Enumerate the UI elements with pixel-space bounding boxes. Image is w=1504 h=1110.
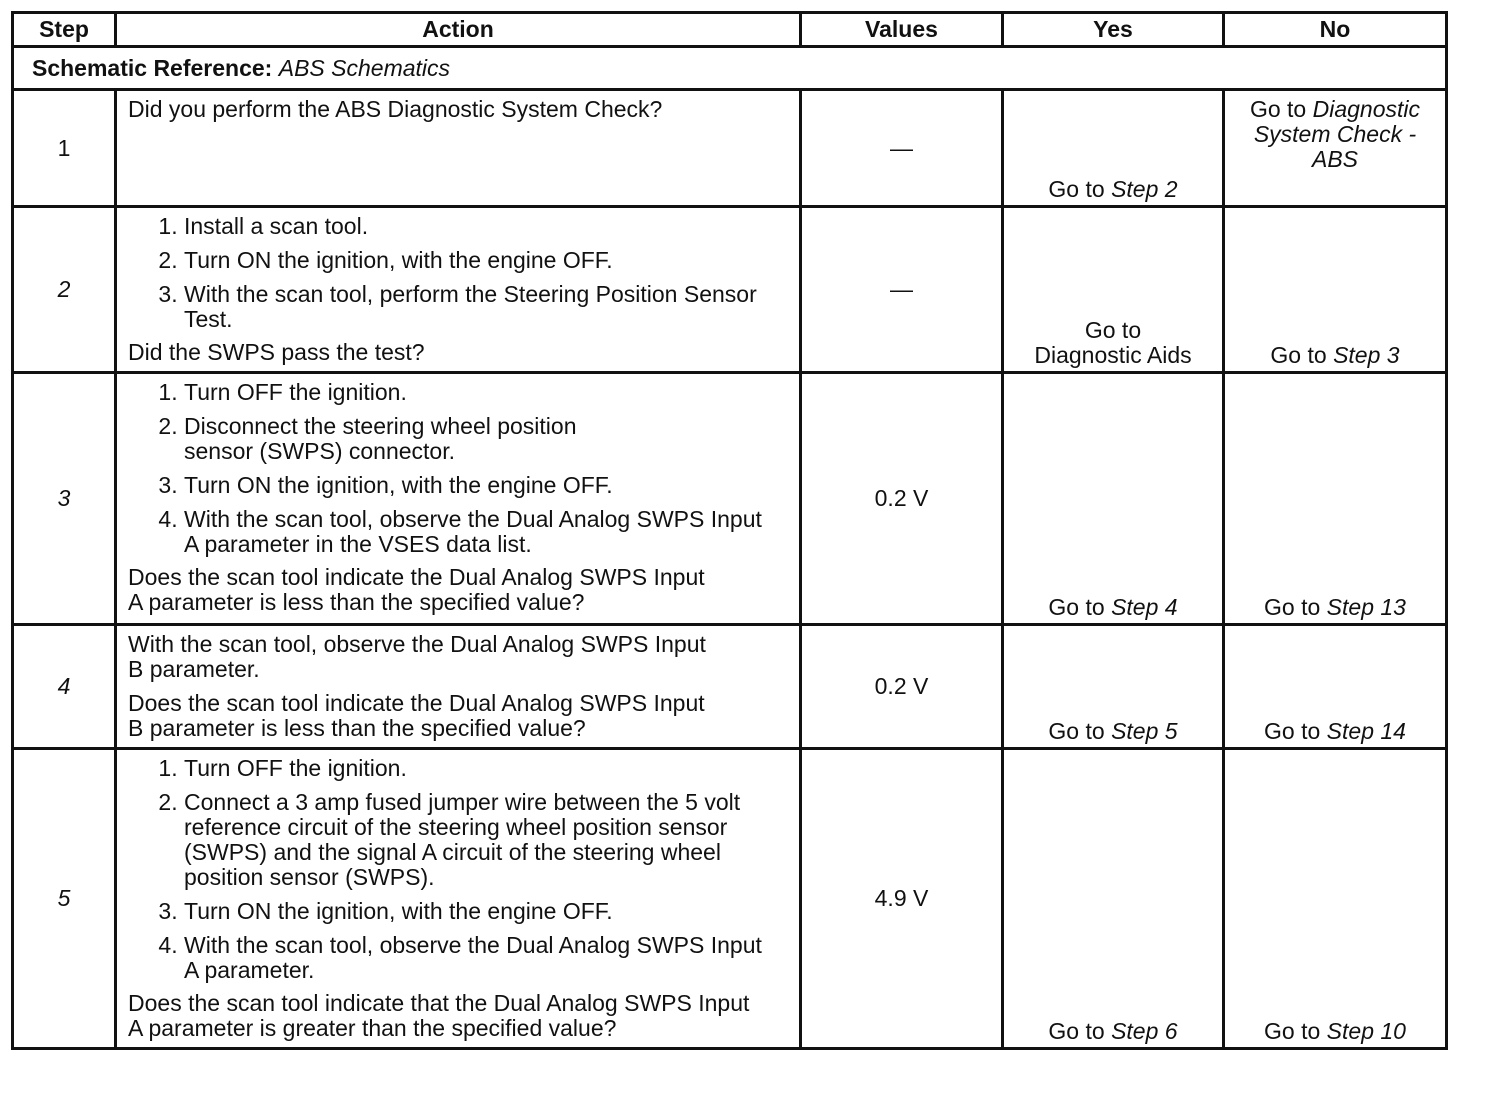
no-prefix: Go to [1249, 96, 1307, 122]
no-go-to[interactable] [1270, 342, 1399, 368]
substep: 3. Turn ON the ignition, with the engine OFF. [184, 899, 791, 924]
yes-prefix: Go to [1048, 718, 1105, 744]
substep: 1. Turn OFF the ignition. [184, 380, 671, 405]
value-cell: — [801, 90, 1003, 207]
action-intro: Did you perform the ABS Diagnostic System Check? [128, 96, 663, 122]
action-question: Does the scan tool indicate the Dual Analog SWPS Input B parameter is less than the specified value? [128, 690, 705, 741]
substep: 2. Disconnect the steering wheel position sensor (SWPS) connector. [184, 414, 671, 464]
action-question: Did the SWPS pass the test? [128, 339, 425, 365]
no-cell [1224, 625, 1447, 749]
schematic-reference-row [13, 47, 1447, 90]
yes-link[interactable]: Step 2 [1111, 176, 1178, 202]
table-row [13, 373, 1447, 625]
header-action: Action [116, 13, 801, 47]
table-row [13, 207, 1447, 373]
action-question: Does the scan tool indicate the Dual Analog SWPS Input A parameter is less than the specified value? [128, 564, 705, 615]
table-row [13, 625, 1447, 749]
yes-prefix: Go to [1048, 176, 1105, 202]
diagnostic-table [11, 11, 1448, 1050]
no-go-to[interactable] [1264, 1018, 1406, 1044]
header-yes: Yes [1003, 13, 1224, 47]
action-cell [116, 749, 801, 1049]
step-number: 4 [13, 625, 116, 749]
no-cell [1224, 373, 1447, 625]
no-prefix: Go to [1264, 718, 1321, 744]
schematic-reference [13, 47, 1447, 90]
step-number: 2 [13, 207, 116, 373]
no-prefix: Go to [1264, 594, 1321, 620]
substep: 3. Turn ON the ignition, with the engine OFF. [184, 473, 671, 498]
schematic-reference-link[interactable]: ABS Schematics [278, 54, 451, 81]
yes-prefix: Go to [1048, 1018, 1105, 1044]
substep-list [128, 756, 791, 983]
substep: 3. With the scan tool, perform the Steering Position Sensor Test. [184, 282, 791, 332]
substep: 4. With the scan tool, observe the Dual Analog SWPS Input A parameter. [184, 933, 791, 983]
value-cell: 0.2 V [801, 625, 1003, 749]
substep-list [128, 380, 791, 557]
table-row [13, 749, 1447, 1049]
yes-link[interactable]: Step 5 [1111, 718, 1178, 744]
no-go-to[interactable] [1250, 96, 1420, 172]
no-link[interactable]: Diagnostic System Check - ABS [1253, 96, 1421, 172]
no-link[interactable]: Step 14 [1326, 718, 1406, 744]
step-number: 3 [13, 373, 116, 625]
no-link[interactable]: Step 10 [1326, 1018, 1406, 1044]
no-cell [1224, 207, 1447, 373]
yes-go-to[interactable] [1048, 1018, 1177, 1044]
no-cell [1224, 90, 1447, 207]
no-prefix: Go to [1264, 1018, 1321, 1044]
action-cell [116, 625, 801, 749]
no-go-to[interactable] [1264, 718, 1406, 744]
no-prefix: Go to [1270, 342, 1327, 368]
header-no: No [1224, 13, 1447, 47]
action-cell [116, 90, 801, 207]
step-number: 5 [13, 749, 116, 1049]
header-values: Values [801, 13, 1003, 47]
substep: 2. Connect a 3 amp fused jumper wire between the 5 volt reference circuit of the steering wheel position sensor (SWPS) and the signal A circuit of the steering wheel position sensor (SWPS). [184, 790, 791, 890]
yes-go-to[interactable] [1048, 718, 1177, 744]
yes-cell [1003, 625, 1224, 749]
value-cell: 4.9 V [801, 749, 1003, 1049]
no-go-to[interactable] [1264, 594, 1406, 620]
substep: 2. Turn ON the ignition, with the engine OFF. [184, 248, 791, 273]
header-step: Step [13, 13, 116, 47]
yes-go-to[interactable] [1048, 594, 1177, 620]
action-cell [116, 207, 801, 373]
header-row [13, 13, 1447, 47]
yes-link[interactable]: Diagnostic Aids [1034, 342, 1192, 368]
value-cell: — [801, 207, 1003, 373]
no-cell [1224, 749, 1447, 1049]
yes-go-to[interactable] [1034, 317, 1191, 368]
schematic-reference-label: Schematic Reference: [32, 54, 273, 81]
yes-cell [1003, 749, 1224, 1049]
substep: 1. Install a scan tool. [184, 214, 791, 239]
no-link[interactable]: Step 13 [1326, 594, 1406, 620]
yes-cell [1003, 207, 1224, 373]
yes-link[interactable]: Step 4 [1111, 594, 1178, 620]
action-intro: With the scan tool, observe the Dual Analog SWPS Input B parameter. [128, 631, 706, 682]
action-cell [116, 373, 801, 625]
yes-cell [1003, 90, 1224, 207]
yes-go-to[interactable] [1048, 176, 1177, 202]
table-row [13, 90, 1447, 207]
yes-prefix: Go to [1084, 317, 1142, 343]
no-link[interactable]: Step 3 [1333, 342, 1400, 368]
substep: 4. With the scan tool, observe the Dual Analog SWPS Input A parameter in the VSES data list. [184, 507, 771, 557]
action-question: Does the scan tool indicate that the Dual Analog SWPS Input A parameter is greater than the specified value? [128, 990, 750, 1041]
value-cell: 0.2 V [801, 373, 1003, 625]
step-number: 1 [13, 90, 116, 207]
yes-cell [1003, 373, 1224, 625]
yes-link[interactable]: Step 6 [1111, 1018, 1178, 1044]
substep-list [128, 214, 791, 332]
substep: 1. Turn OFF the ignition. [184, 756, 791, 781]
yes-prefix: Go to [1048, 594, 1105, 620]
